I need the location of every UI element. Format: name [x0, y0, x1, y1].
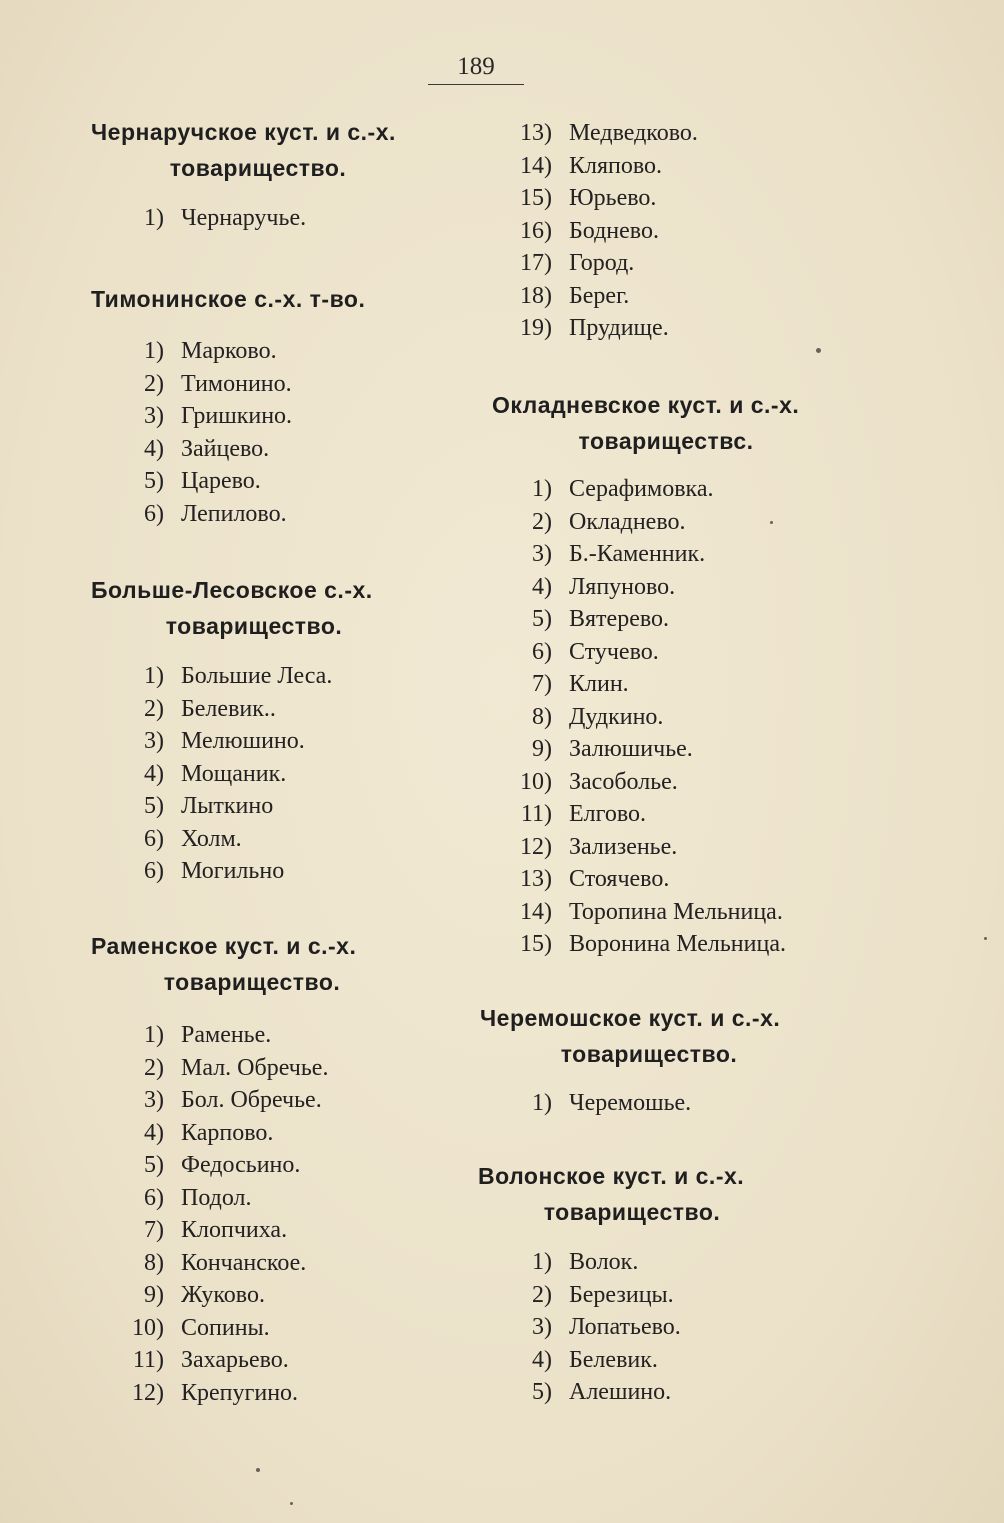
list-item — [0, 1053, 470, 1083]
list-item-name: Гришкино. — [181, 403, 293, 429]
list-item — [470, 1280, 1004, 1310]
list-item-number: 10) — [132, 1314, 164, 1341]
list-item-name: Белевик.. — [181, 695, 276, 722]
list-item-name: Серафимовка. — [569, 476, 714, 502]
list-item-name: Боднево. — [569, 217, 659, 244]
list-item — [470, 864, 1004, 894]
list-item-number: 3) — [532, 1314, 552, 1340]
list-item-number: 1) — [532, 1090, 552, 1116]
list-item — [0, 661, 470, 691]
list-item — [470, 118, 1004, 148]
section-heading-line: Тимонинское с.-х. т-во. — [91, 286, 366, 312]
list-item-name: Ляпуново. — [569, 573, 676, 600]
list-item — [0, 791, 470, 821]
list-item-name: Клин. — [569, 671, 629, 697]
section-heading-line: товарищество. — [543, 1199, 721, 1225]
list-item — [0, 1020, 470, 1050]
list-item-name: Залюшичье. — [569, 736, 693, 762]
list-item — [470, 1345, 1004, 1375]
list-item-number: 8) — [532, 703, 552, 730]
list-item-name: Медведково. — [569, 120, 698, 146]
list-item-number: 11) — [520, 801, 552, 827]
section-heading-line: Черемошское куст. и с.-х. — [480, 1005, 781, 1031]
list-item-number: 5) — [144, 468, 164, 494]
list-item-name: Березицы. — [569, 1281, 674, 1308]
list-item-number: 12) — [520, 833, 552, 860]
list-item — [0, 824, 470, 854]
page-number: 189 — [457, 53, 495, 80]
section-heading — [478, 1160, 745, 1225]
list-item — [0, 499, 470, 529]
list-item-name: Мал. Обречье. — [181, 1054, 329, 1081]
list-item-number: 8) — [144, 1249, 164, 1276]
list-item-name: Жуково. — [181, 1282, 265, 1308]
list-item-number: 13) — [520, 120, 552, 146]
list-item — [0, 1150, 470, 1180]
list-item — [470, 767, 1004, 797]
list-item-name: Подол. — [181, 1184, 252, 1211]
list-item-number: 6) — [144, 825, 164, 852]
list-item-name: Торопина Мельница. — [569, 898, 783, 925]
list-item-number: 9) — [144, 1282, 164, 1308]
list-item-name: Зайцево. — [181, 435, 270, 462]
list-item-number: 4) — [532, 573, 552, 600]
list-item-number: 1) — [144, 205, 164, 231]
list-item-name: Тимонино. — [181, 370, 292, 397]
section-heading — [480, 1002, 781, 1067]
list-item-number: 14) — [520, 898, 552, 925]
list-item-name: Лепилово. — [181, 500, 287, 527]
list-item — [0, 1085, 470, 1115]
list-item-number: 17) — [520, 250, 552, 276]
list-item-number: 5) — [144, 1152, 164, 1178]
list-item-number: 2) — [532, 508, 552, 535]
list-item-number: 4) — [144, 1119, 164, 1146]
section-heading-line: товарищество. — [169, 155, 347, 181]
list-item-number: 5) — [532, 606, 552, 632]
list-item-number: 1) — [532, 1249, 552, 1275]
list-item — [470, 1312, 1004, 1342]
list-item-name: Федосьино. — [181, 1152, 301, 1178]
list-item — [470, 832, 1004, 862]
list-item-name: Стучево. — [569, 638, 659, 665]
list-item-name: Белевик. — [569, 1346, 658, 1373]
list-item — [470, 929, 1004, 959]
list-item — [470, 1247, 1004, 1277]
list-item — [0, 1215, 470, 1245]
list-item — [0, 856, 470, 886]
section-heading-line: Больше-Лесовское с.-х. — [91, 577, 373, 603]
list-item — [0, 203, 470, 233]
list-item-name: Большие Леса. — [181, 663, 333, 689]
list-item-name: Стоячево. — [569, 866, 670, 892]
list-item-name: Засоболье. — [569, 768, 678, 795]
list-item — [0, 434, 470, 464]
list-item — [470, 151, 1004, 181]
list-item-name: Холм. — [181, 825, 242, 852]
list-item — [470, 572, 1004, 602]
list-item-name: Алешино. — [569, 1379, 672, 1405]
list-item-number: 6) — [144, 500, 164, 527]
list-item-name: Кончанское. — [181, 1249, 307, 1276]
list-item-number: 6) — [144, 858, 164, 884]
list-item-number: 6) — [532, 638, 552, 665]
list-item-number: 4) — [144, 760, 164, 787]
list-item-number: 11) — [132, 1347, 164, 1373]
list-item-number: 2) — [532, 1281, 552, 1308]
list-item-name: Черемошье. — [569, 1090, 692, 1116]
list-item-number: 2) — [144, 370, 164, 397]
list-item — [470, 474, 1004, 504]
list-item-number: 15) — [520, 185, 552, 211]
list-item-number: 15) — [520, 931, 552, 957]
list-item-number: 3) — [144, 403, 164, 429]
section-heading-line: товариществс. — [578, 428, 754, 454]
section-heading-line: Раменское куст. и с.-х. — [91, 933, 357, 959]
list-item — [470, 702, 1004, 732]
list-item — [0, 1280, 470, 1310]
list-item-number: 3) — [144, 1087, 164, 1113]
list-item-number: 1) — [144, 663, 164, 689]
list-item-name: Мелюшино. — [181, 728, 305, 754]
list-item-name: Захарьево. — [181, 1347, 289, 1373]
list-item-number: 19) — [520, 315, 552, 341]
section-heading-line: Волонское куст. и с.-х. — [478, 1163, 745, 1189]
list-item — [0, 694, 470, 724]
list-item-name: Кляпово. — [569, 152, 663, 179]
paper-speck — [816, 348, 821, 353]
list-item-name: Воронина Мельница. — [569, 931, 786, 957]
list-item-name: Мощаник. — [181, 760, 287, 787]
section-heading — [91, 116, 396, 181]
section-heading-line: товарищество. — [560, 1041, 738, 1067]
list-item — [470, 248, 1004, 278]
list-item-number: 2) — [144, 695, 164, 722]
list-item-name: Дудкино. — [569, 703, 664, 730]
section-heading — [492, 389, 800, 454]
list-item-number: 6) — [144, 1184, 164, 1211]
list-item-number: 3) — [532, 541, 552, 567]
list-item — [470, 637, 1004, 667]
list-item-name: Город. — [569, 250, 635, 276]
list-item — [470, 1088, 1004, 1118]
list-item — [0, 336, 470, 366]
list-item-name: Прудище. — [569, 315, 669, 341]
list-item — [470, 734, 1004, 764]
list-item-number: 5) — [532, 1379, 552, 1405]
list-item-number: 18) — [520, 282, 552, 309]
list-item-name: Вятерево. — [569, 606, 670, 632]
page-number-rule — [428, 84, 524, 85]
list-item-number: 14) — [520, 152, 552, 179]
list-item-number: 3) — [144, 728, 164, 754]
list-item-name: Бол. Обречье. — [181, 1087, 322, 1113]
list-item-name: Волок. — [569, 1249, 639, 1275]
list-item-number: 12) — [132, 1379, 164, 1406]
list-item-number: 9) — [532, 736, 552, 762]
list-item-name: Клопчиха. — [181, 1217, 288, 1243]
list-item-name: Марково. — [181, 338, 277, 364]
list-item — [0, 1378, 470, 1408]
list-item — [0, 401, 470, 431]
section-heading-line: Чернаручское куст. и с.-х. — [91, 119, 396, 145]
list-item-name: Окладнево. — [569, 508, 686, 535]
list-item-name: Сопины. — [181, 1314, 270, 1341]
list-item — [470, 669, 1004, 699]
list-item — [470, 313, 1004, 343]
list-item — [470, 604, 1004, 634]
list-item — [0, 1345, 470, 1375]
list-item-number: 1) — [144, 1022, 164, 1048]
section-heading-line: товарищество. — [163, 969, 341, 995]
paper-speck — [290, 1502, 293, 1505]
list-item — [0, 466, 470, 496]
list-item-number: 7) — [144, 1217, 164, 1243]
paper-speck — [256, 1468, 260, 1472]
list-item-name: Лопатьево. — [569, 1314, 681, 1340]
list-item — [470, 897, 1004, 927]
list-item-number: 4) — [532, 1346, 552, 1373]
list-item — [470, 281, 1004, 311]
list-item-name: Раменье. — [181, 1022, 272, 1048]
list-item-name: Зализенье. — [569, 833, 678, 860]
paper-speck — [984, 937, 987, 940]
list-item — [470, 799, 1004, 829]
section-heading — [91, 283, 365, 315]
section-heading-line: товарищество. — [165, 613, 343, 639]
list-item-name: Карпово. — [181, 1119, 274, 1146]
section-heading — [91, 574, 373, 639]
list-item — [470, 507, 1004, 537]
list-item-number: 4) — [144, 435, 164, 462]
list-item — [0, 759, 470, 789]
list-item — [0, 1118, 470, 1148]
list-item-number: 5) — [144, 793, 164, 819]
section-heading-line: Окладневское куст. и с.-х. — [492, 392, 800, 418]
paper-speck — [770, 521, 773, 524]
list-item — [470, 183, 1004, 213]
list-item — [470, 1377, 1004, 1407]
section-heading — [91, 930, 357, 995]
list-item — [0, 726, 470, 756]
list-item-name: Лыткино — [181, 793, 274, 819]
list-item — [0, 369, 470, 399]
list-item — [0, 1183, 470, 1213]
list-item-number: 7) — [532, 671, 552, 697]
list-item-number: 10) — [520, 768, 552, 795]
list-item-name: Елгово. — [569, 801, 647, 827]
list-item-name: Юрьево. — [569, 185, 657, 211]
list-item-name: Царево. — [181, 468, 261, 494]
list-item-name: Берег. — [569, 282, 630, 309]
list-item-name: Крепугино. — [181, 1379, 299, 1406]
list-item-name: Б.-Каменник. — [569, 541, 706, 567]
list-item-name: Чернаручье. — [181, 205, 307, 231]
list-item — [0, 1313, 470, 1343]
list-item — [0, 1248, 470, 1278]
list-item-name: Могильно — [181, 858, 285, 884]
list-item-number: 13) — [520, 866, 552, 892]
list-item-number: 1) — [144, 338, 164, 364]
list-item — [470, 539, 1004, 569]
list-item-number: 2) — [144, 1054, 164, 1081]
list-item — [470, 216, 1004, 246]
list-item-number: 1) — [532, 476, 552, 502]
list-item-number: 16) — [520, 217, 552, 244]
